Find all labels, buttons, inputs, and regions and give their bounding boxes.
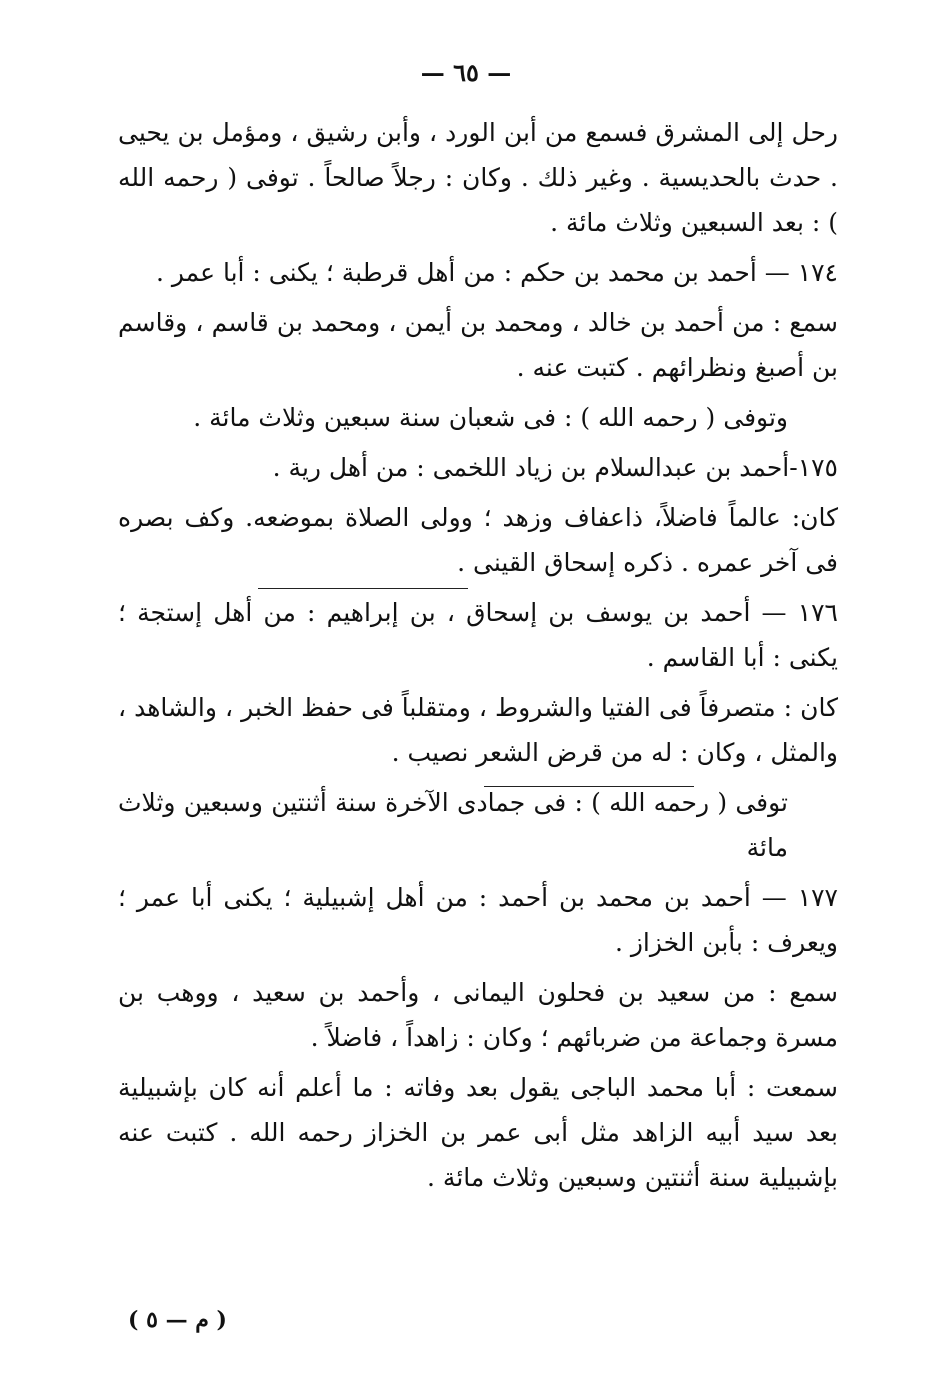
entry-177-heading: ١٧٧ — أحمد بن محمد بن أحمد : من أهل إشبيلية ؛ يكنى أبا عمر ؛ ويعرف : بأبن الخزاز . — [118, 883, 838, 957]
underline-mark-2 — [484, 786, 694, 787]
underline-mark-1 — [258, 588, 468, 589]
entry-175-description: كان: عالماً فاضلاً، ذاعفاف وزهد ؛ وولى الصلاة بموضعه. وكف بصره فى آخر عمره . ذكره إسحاق القينى . — [118, 503, 838, 577]
entry-175-heading: ١٧٥-أحمد بن عبدالسلام بن زياد اللخمى : من أهل رية . — [272, 453, 838, 482]
page-number: — ٦٥ — — [420, 58, 512, 87]
paragraph-1: رحل إلى المشرق فسمع من أبن الورد ، وأبن رشيق ، ومؤمل بن يحيى . حدث بالحديسية . وغير ذلك . وكان : رجلاً صالحاً . توفى ( رحمه الله ) : بعد السبعين وثلاث مائة . — [118, 118, 838, 237]
entry-177-teachers: سمع : من سعيد بن فحلون اليمانى ، وأحمد بن سعيد ، ووهب بن مسرة وجماعة من ضربائهم ؛ وكان : زاهداً ، فاضلاً . — [118, 978, 838, 1052]
entry-174-death: وتوفى ( رحمه الله ) : فى شعبان سنة سبعين وثلاث مائة . — [193, 403, 788, 432]
signature-mark: ( م — ٥ ) — [128, 1307, 227, 1333]
entry-177-testimony: سمعت : أبا محمد الباجى يقول بعد وفاته : ما أعلم أنه كان بإشبيلية بعد سيد أبيه الزاهد مثل أبى عمر بن الخزاز رحمه الله . كتبت عنه بإشبيلية سنة أثنتين وسبعين وثلاث مائة . — [118, 1073, 838, 1192]
main-text — [118, 110, 838, 1205]
entry-174-teachers: سمع : من أحمد بن خالد ، ومحمد بن أيمن ، ومحمد بن قاسم ، وقاسم بن أصبغ ونظرائهم . كتبت عنه . — [118, 308, 838, 382]
entry-174-heading: ١٧٤ — أحمد بن محمد بن حكم : من أهل قرطبة ؛ يكنى : أبا عمر . — [155, 258, 838, 287]
entry-176-death: توفى ( رحمه الله ) : فى جمادى الآخرة سنة أثنتين وسبعين وثلاث مائة — [118, 788, 788, 862]
entry-176-heading: ١٧٦ — أحمد بن يوسف بن إسحاق ، بن إبراهيم : من أهل إستجة ؛ يكنى : أبا القاسم . — [118, 598, 838, 672]
entry-176-description: كان : متصرفاً فى الفتيا والشروط ، ومتقلباً فى حفظ الخبر ، والشاهد ، والمثل ، وكان : له من قرض الشعر نصيب . — [118, 693, 838, 767]
